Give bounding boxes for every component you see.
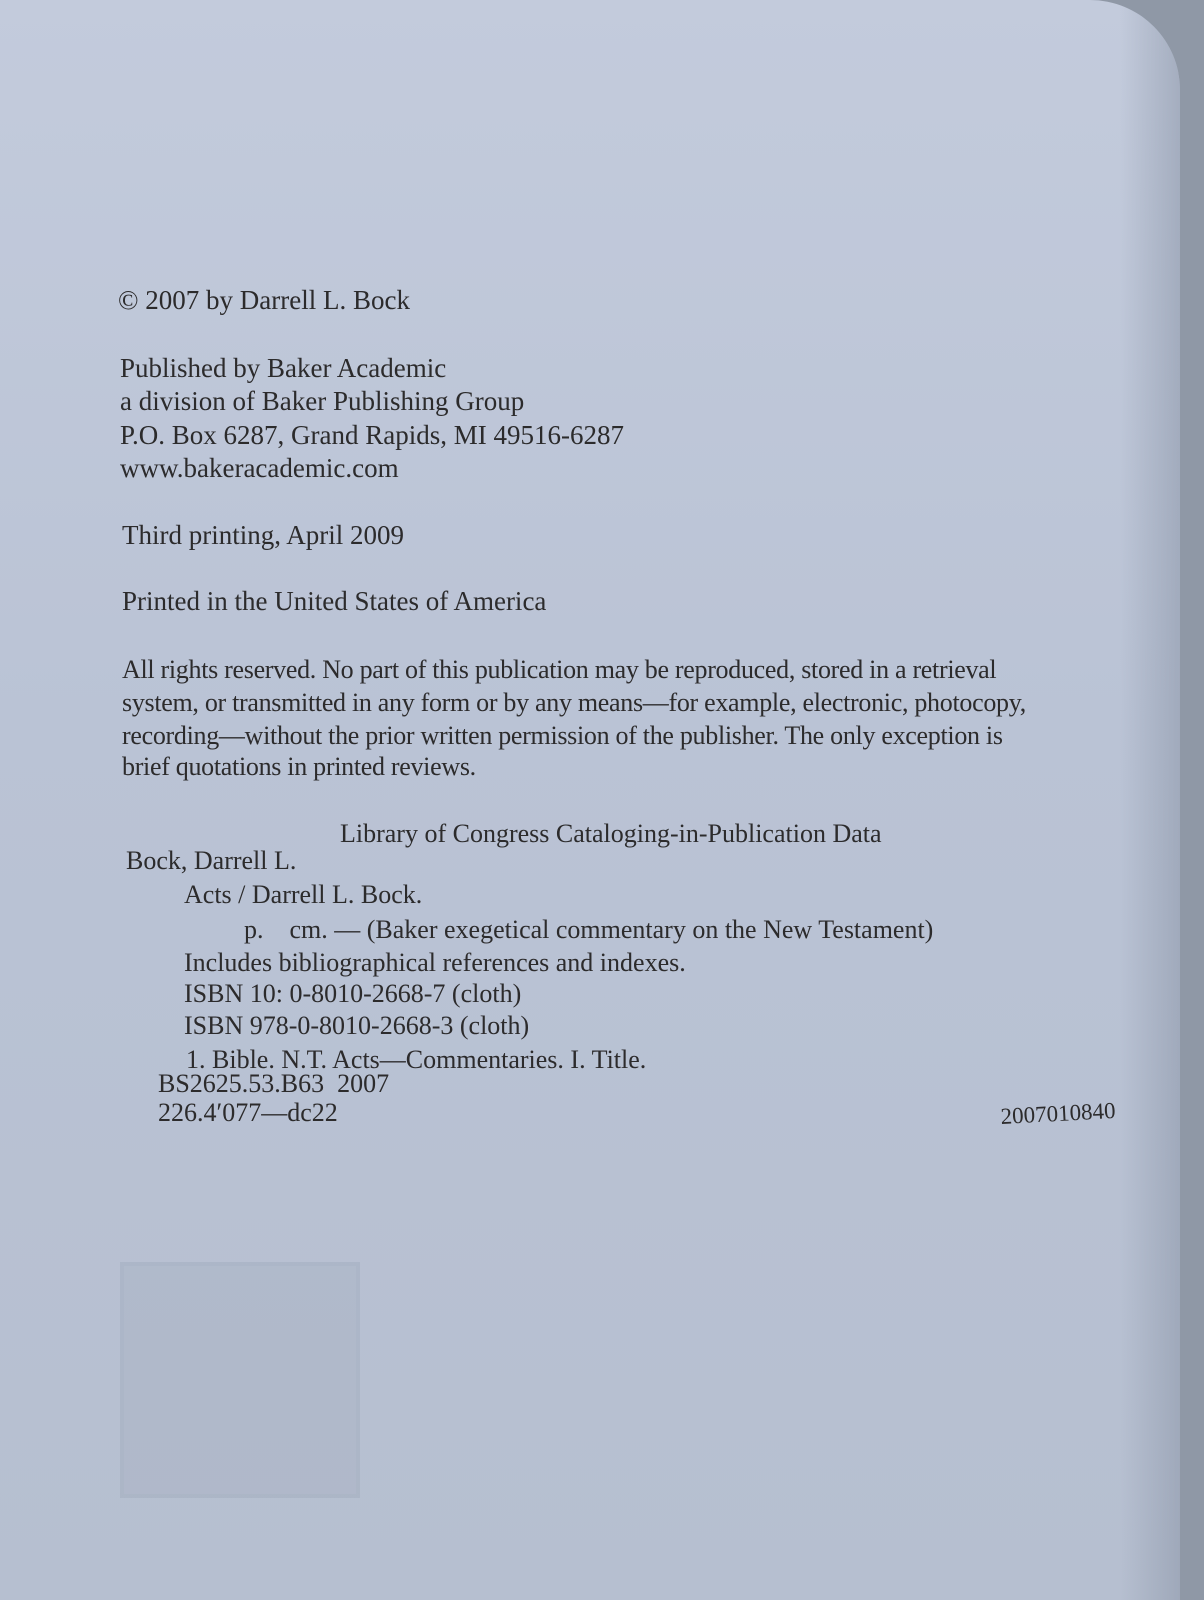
cip-lcc-number: BS2625.53.B63 2007 (158, 1069, 390, 1098)
cip-dewey-number: 226.4′077—dc22 (158, 1098, 338, 1127)
cip-isbn10: ISBN 10: 0-8010-2668-7 (cloth) (184, 979, 522, 1008)
publisher-line-2: a division of Baker Publishing Group (120, 386, 525, 416)
lccn-number: 2007010840 (1000, 1097, 1117, 1129)
cip-heading: Library of Congress Cataloging-in-Publication Data (340, 819, 882, 848)
rights-line-2: system, or transmitted in any form or by any means—for example, electronic, photocopy, (122, 688, 1026, 717)
cip-subjects: 1. Bible. N.T. Acts—Commentaries. I. Title. (186, 1045, 647, 1074)
cip-isbn13: ISBN 978-0-8010-2668-3 (cloth) (184, 1011, 530, 1040)
publisher-address: P.O. Box 6287, Grand Rapids, MI 49516-6287 (120, 420, 624, 450)
publisher-website: www.bakeracademic.com (120, 453, 399, 483)
copyright-line: © 2007 by Darrell L. Bock (118, 285, 410, 315)
publisher-line-1: Published by Baker Academic (120, 353, 447, 383)
cip-notes: Includes bibliographical references and indexes. (184, 948, 686, 977)
rights-line-4: brief quotations in printed reviews. (122, 752, 476, 781)
rights-line-3: recording—without the prior written permission of the publisher. The only exception is (122, 721, 1003, 750)
cip-title: Acts / Darrell L. Bock. (184, 880, 423, 909)
cip-physical: p. cm. — (Baker exegetical commentary on the New Testament) (244, 915, 934, 944)
printing-line: Third printing, April 2009 (122, 520, 404, 550)
cip-author: Bock, Darrell L. (126, 846, 297, 875)
printed-in-line: Printed in the United States of America (122, 586, 547, 616)
show-through-logo (120, 1262, 360, 1498)
rights-line-1: All rights reserved. No part of this publication may be reproduced, stored in a retrieval (122, 655, 997, 684)
